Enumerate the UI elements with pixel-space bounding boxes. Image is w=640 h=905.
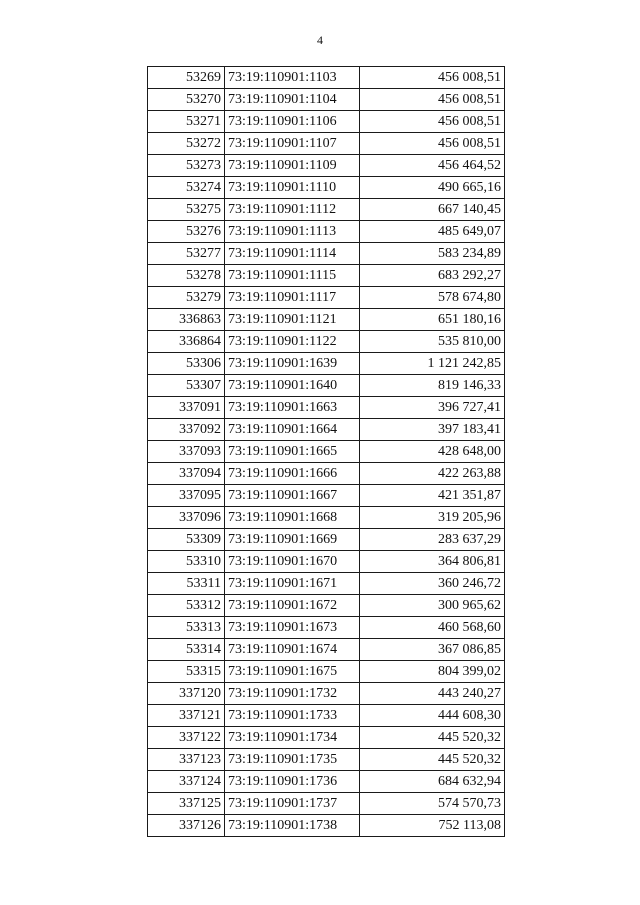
table-row — [148, 199, 505, 221]
row-number-cell: 53312 — [148, 595, 225, 617]
row-number-cell: 53315 — [148, 661, 225, 683]
table-row — [148, 375, 505, 397]
row-number-cell: 337122 — [148, 727, 225, 749]
cadastral-value-cell: 300 965,62 — [360, 595, 505, 617]
cadastral-number-cell: 73:19:110901:1121 — [225, 309, 360, 331]
cadastral-number-cell: 73:19:110901:1117 — [225, 287, 360, 309]
table-row — [148, 617, 505, 639]
cadastral-value-cell: 578 674,80 — [360, 287, 505, 309]
cadastral-value-cell: 421 351,87 — [360, 485, 505, 507]
row-number-cell: 336863 — [148, 309, 225, 331]
table-row — [148, 133, 505, 155]
table-row — [148, 573, 505, 595]
row-number-cell: 53278 — [148, 265, 225, 287]
table-row — [148, 485, 505, 507]
row-number-cell: 53309 — [148, 529, 225, 551]
cadastral-value-cell: 456 008,51 — [360, 89, 505, 111]
cadastral-value-cell: 360 246,72 — [360, 573, 505, 595]
table-row — [148, 793, 505, 815]
cadastral-number-cell: 73:19:110901:1110 — [225, 177, 360, 199]
cadastral-value-cell: 804 399,02 — [360, 661, 505, 683]
row-number-cell: 53307 — [148, 375, 225, 397]
cadastral-value-cell: 667 140,45 — [360, 199, 505, 221]
table-row — [148, 397, 505, 419]
cadastral-value-cell: 583 234,89 — [360, 243, 505, 265]
row-number-cell: 337121 — [148, 705, 225, 727]
cadastral-number-cell: 73:19:110901:1104 — [225, 89, 360, 111]
row-number-cell: 53271 — [148, 111, 225, 133]
table-row — [148, 67, 505, 89]
cadastral-value-cell: 1 121 242,85 — [360, 353, 505, 375]
cadastral-number-cell: 73:19:110901:1639 — [225, 353, 360, 375]
cadastral-value-cell: 444 608,30 — [360, 705, 505, 727]
cadastral-value-cell: 490 665,16 — [360, 177, 505, 199]
row-number-cell: 337120 — [148, 683, 225, 705]
cadastral-value-cell: 574 570,73 — [360, 793, 505, 815]
row-number-cell: 53273 — [148, 155, 225, 177]
cadastral-number-cell: 73:19:110901:1666 — [225, 463, 360, 485]
row-number-cell: 337091 — [148, 397, 225, 419]
cadastral-number-cell: 73:19:110901:1738 — [225, 815, 360, 837]
row-number-cell: 337094 — [148, 463, 225, 485]
table-row — [148, 309, 505, 331]
row-number-cell: 53279 — [148, 287, 225, 309]
cadastral-number-cell: 73:19:110901:1672 — [225, 595, 360, 617]
cadastral-number-cell: 73:19:110901:1664 — [225, 419, 360, 441]
cadastral-value-cell: 443 240,27 — [360, 683, 505, 705]
cadastral-number-cell: 73:19:110901:1663 — [225, 397, 360, 419]
cadastral-value-cell: 283 637,29 — [360, 529, 505, 551]
row-number-cell: 337125 — [148, 793, 225, 815]
table-row — [148, 749, 505, 771]
row-number-cell: 336864 — [148, 331, 225, 353]
row-number-cell: 53275 — [148, 199, 225, 221]
row-number-cell: 53272 — [148, 133, 225, 155]
cadastral-value-cell: 319 205,96 — [360, 507, 505, 529]
cadastral-number-cell: 73:19:110901:1673 — [225, 617, 360, 639]
row-number-cell: 337123 — [148, 749, 225, 771]
cadastral-number-cell: 73:19:110901:1733 — [225, 705, 360, 727]
cadastral-number-cell: 73:19:110901:1114 — [225, 243, 360, 265]
row-number-cell: 53274 — [148, 177, 225, 199]
cadastral-value-cell: 684 632,94 — [360, 771, 505, 793]
row-number-cell: 53277 — [148, 243, 225, 265]
row-number-cell: 337092 — [148, 419, 225, 441]
cadastral-number-cell: 73:19:110901:1665 — [225, 441, 360, 463]
cadastral-number-cell: 73:19:110901:1109 — [225, 155, 360, 177]
row-number-cell: 53311 — [148, 573, 225, 595]
table-row — [148, 683, 505, 705]
table-row — [148, 595, 505, 617]
cadastral-number-cell: 73:19:110901:1112 — [225, 199, 360, 221]
table-row — [148, 507, 505, 529]
cadastral-number-cell: 73:19:110901:1115 — [225, 265, 360, 287]
cadastral-number-cell: 73:19:110901:1113 — [225, 221, 360, 243]
table-row — [148, 243, 505, 265]
cadastral-value-cell: 456 008,51 — [360, 133, 505, 155]
table-row — [148, 287, 505, 309]
cadastral-number-cell: 73:19:110901:1669 — [225, 529, 360, 551]
cadastral-number-cell: 73:19:110901:1106 — [225, 111, 360, 133]
cadastral-value-cell: 456 464,52 — [360, 155, 505, 177]
cadastral-value-cell: 445 520,32 — [360, 727, 505, 749]
cadastral-value-cell: 428 648,00 — [360, 441, 505, 463]
row-number-cell: 337126 — [148, 815, 225, 837]
cadastral-number-cell: 73:19:110901:1122 — [225, 331, 360, 353]
cadastral-value-table — [147, 66, 505, 837]
cadastral-number-cell: 73:19:110901:1103 — [225, 67, 360, 89]
table-row — [148, 419, 505, 441]
cadastral-value-cell: 445 520,32 — [360, 749, 505, 771]
cadastral-value-cell: 460 568,60 — [360, 617, 505, 639]
cadastral-value-cell: 651 180,16 — [360, 309, 505, 331]
cadastral-number-cell: 73:19:110901:1732 — [225, 683, 360, 705]
table-row — [148, 529, 505, 551]
cadastral-number-cell: 73:19:110901:1674 — [225, 639, 360, 661]
cadastral-value-cell: 752 113,08 — [360, 815, 505, 837]
cadastral-value-cell: 396 727,41 — [360, 397, 505, 419]
table-row — [148, 771, 505, 793]
table-row — [148, 155, 505, 177]
row-number-cell: 337095 — [148, 485, 225, 507]
table-row — [148, 221, 505, 243]
cadastral-number-cell: 73:19:110901:1671 — [225, 573, 360, 595]
row-number-cell: 337093 — [148, 441, 225, 463]
cadastral-number-cell: 73:19:110901:1737 — [225, 793, 360, 815]
table-row — [148, 111, 505, 133]
table-row — [148, 331, 505, 353]
row-number-cell: 53314 — [148, 639, 225, 661]
cadastral-value-cell: 367 086,85 — [360, 639, 505, 661]
table-row — [148, 551, 505, 573]
table-row — [148, 815, 505, 837]
row-number-cell: 53270 — [148, 89, 225, 111]
cadastral-value-cell: 683 292,27 — [360, 265, 505, 287]
row-number-cell: 53269 — [148, 67, 225, 89]
table-row — [148, 441, 505, 463]
row-number-cell: 53306 — [148, 353, 225, 375]
table-row — [148, 353, 505, 375]
cadastral-value-cell: 422 263,88 — [360, 463, 505, 485]
cadastral-value-cell: 535 810,00 — [360, 331, 505, 353]
table-row — [148, 265, 505, 287]
row-number-cell: 53313 — [148, 617, 225, 639]
row-number-cell: 337096 — [148, 507, 225, 529]
cadastral-value-cell: 485 649,07 — [360, 221, 505, 243]
cadastral-number-cell: 73:19:110901:1107 — [225, 133, 360, 155]
table-row — [148, 661, 505, 683]
cadastral-number-cell: 73:19:110901:1668 — [225, 507, 360, 529]
cadastral-value-cell: 397 183,41 — [360, 419, 505, 441]
cadastral-value-cell: 364 806,81 — [360, 551, 505, 573]
table-row — [148, 639, 505, 661]
cadastral-value-cell: 456 008,51 — [360, 67, 505, 89]
row-number-cell: 53276 — [148, 221, 225, 243]
table-row — [148, 89, 505, 111]
cadastral-number-cell: 73:19:110901:1670 — [225, 551, 360, 573]
table-row — [148, 177, 505, 199]
cadastral-number-cell: 73:19:110901:1675 — [225, 661, 360, 683]
cadastral-number-cell: 73:19:110901:1736 — [225, 771, 360, 793]
table-row — [148, 727, 505, 749]
cadastral-number-cell: 73:19:110901:1734 — [225, 727, 360, 749]
cadastral-number-cell: 73:19:110901:1640 — [225, 375, 360, 397]
table-row — [148, 705, 505, 727]
cadastral-value-cell: 819 146,33 — [360, 375, 505, 397]
table-body — [148, 67, 505, 837]
cadastral-number-cell: 73:19:110901:1667 — [225, 485, 360, 507]
row-number-cell: 53310 — [148, 551, 225, 573]
page-number: 4 — [317, 33, 323, 47]
table-row — [148, 463, 505, 485]
cadastral-value-cell: 456 008,51 — [360, 111, 505, 133]
cadastral-number-cell: 73:19:110901:1735 — [225, 749, 360, 771]
row-number-cell: 337124 — [148, 771, 225, 793]
